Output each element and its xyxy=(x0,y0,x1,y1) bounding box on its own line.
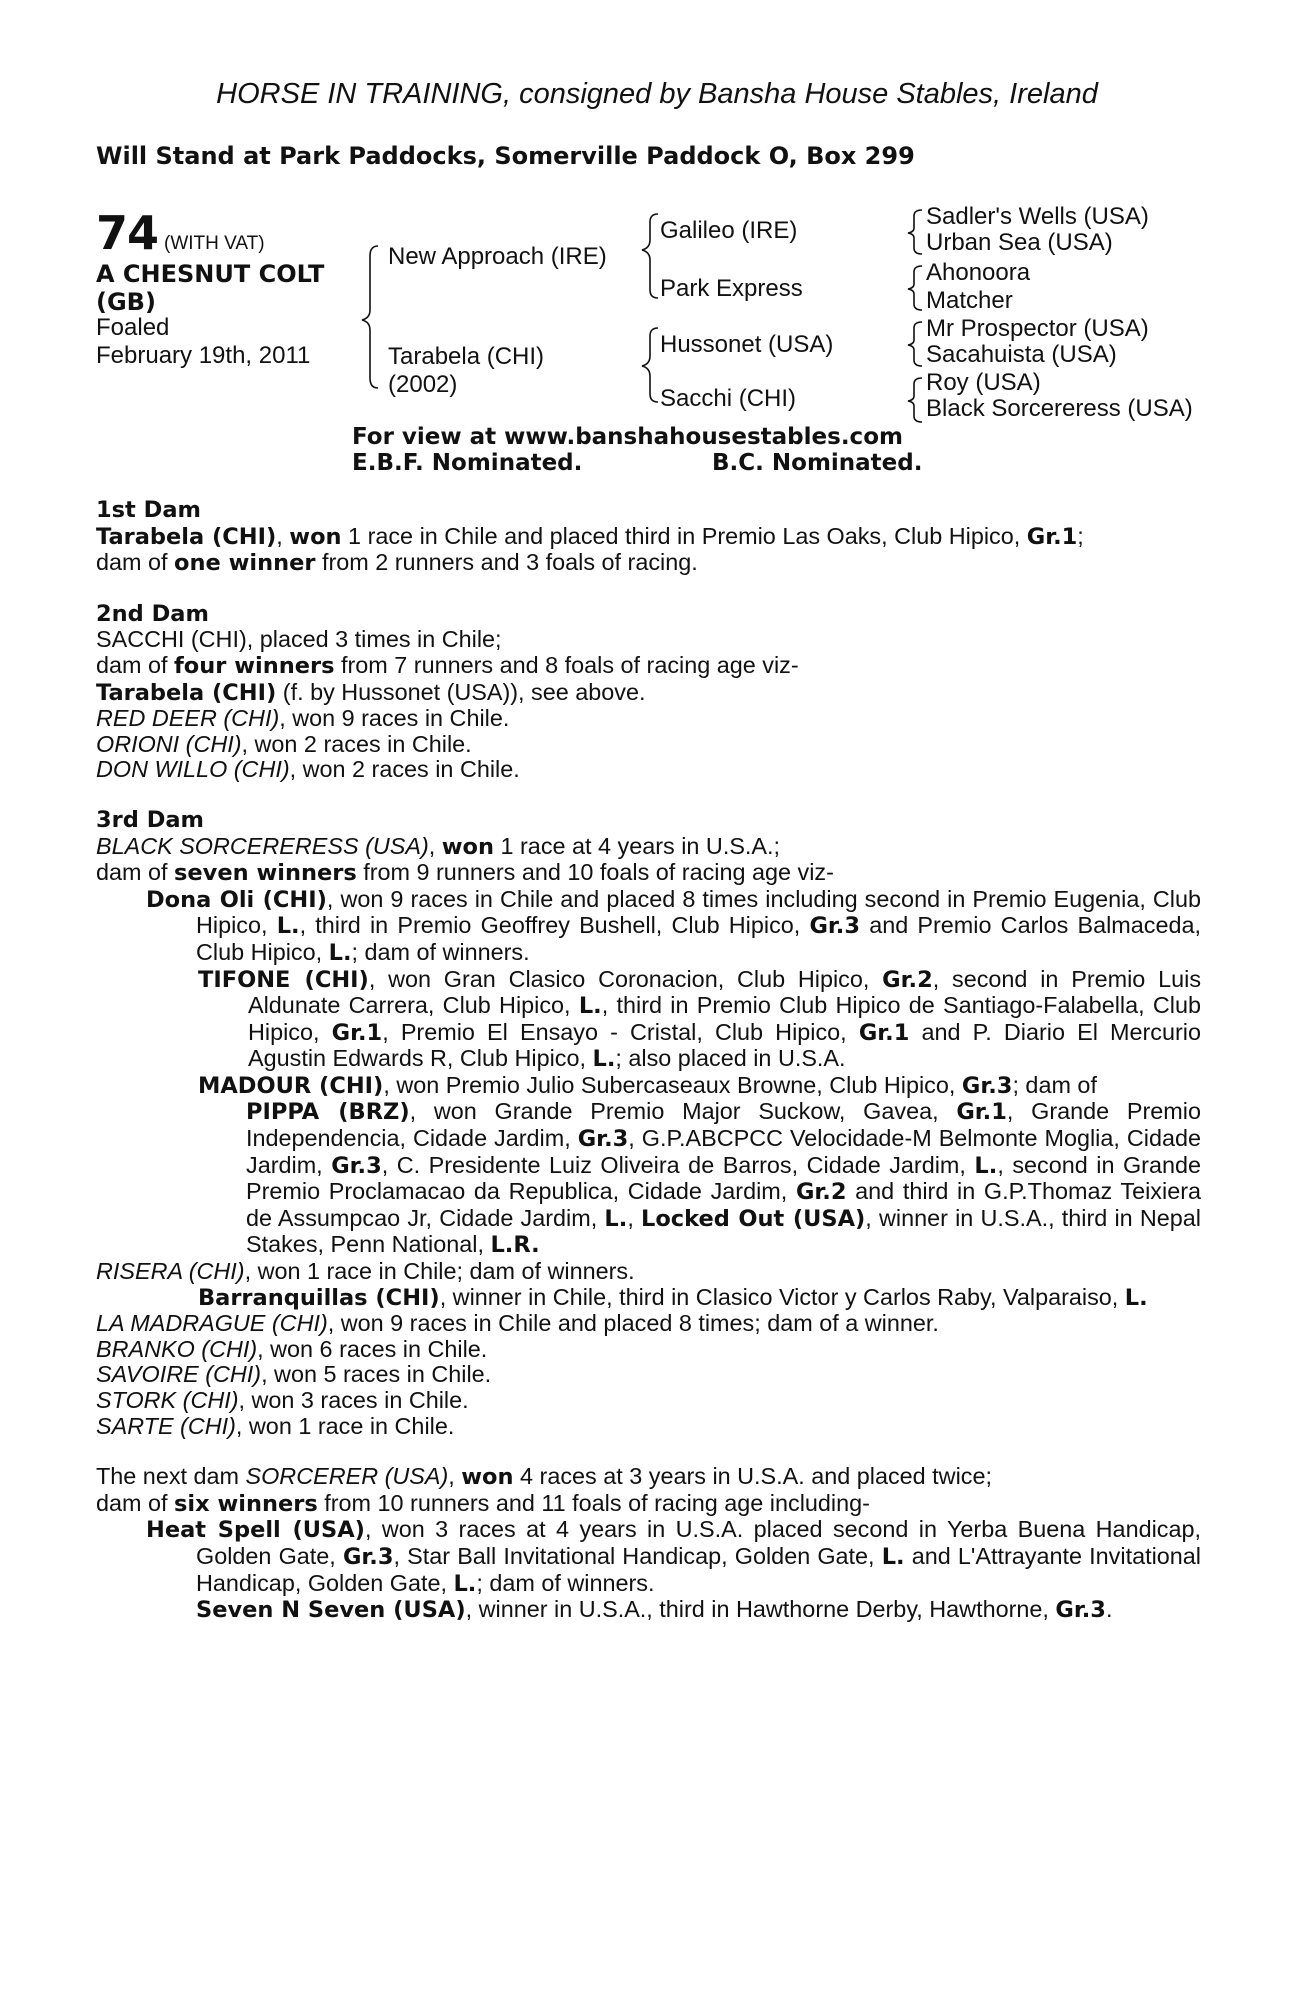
grade: L.R. xyxy=(490,1232,540,1259)
third-dam-line2 xyxy=(96,860,1201,887)
grade: Gr.3 xyxy=(961,1072,1013,1099)
winners-count: six winners xyxy=(174,1490,318,1517)
grade: L. xyxy=(453,1570,477,1597)
lot-description: A CHESNUT COLT (GB) xyxy=(96,260,325,316)
offspring-entry xyxy=(96,1311,1201,1337)
text: , xyxy=(627,1204,642,1231)
second-dam-line2 xyxy=(96,653,1201,680)
grade: Gr.1 xyxy=(331,1019,383,1046)
text: , third in Premio Geoffrey Bushell, Club Hipico, xyxy=(299,912,810,939)
grade: Gr.3 xyxy=(331,1152,382,1179)
winners-count: seven winners xyxy=(174,860,357,887)
offspring-entry xyxy=(96,1337,1201,1363)
text: and P. Diario El Mercurio Agustin Edwards R, Club Hipico, xyxy=(248,1018,1202,1072)
horse-name: BRANKO (CHI) xyxy=(96,1335,258,1362)
text: , winner in U.S.A., third in Hawthorne Derby, Hawthorne, xyxy=(465,1596,1056,1623)
text: ; xyxy=(1077,522,1084,549)
text: , won 1 race in Chile; dam of winners. xyxy=(244,1258,635,1285)
text: , won Gran Clasico Coronacion, Club Hipico, xyxy=(368,965,883,992)
text: , won 2 races in Chile. xyxy=(241,730,472,757)
grade: L. xyxy=(328,939,352,966)
offspring-entry xyxy=(96,1414,1201,1440)
grade: L. xyxy=(578,993,602,1020)
text: from 7 runners and 8 foals of racing age viz- xyxy=(334,651,799,678)
offspring-entry xyxy=(96,680,1201,707)
grade: Gr.1 xyxy=(1026,523,1078,550)
text: 1 race in Chile and placed third in Premio Las Oaks, Club Hipico, xyxy=(341,522,1027,549)
offspring-entry xyxy=(96,1517,1201,1597)
pedigree-dam-dam: Sacchi (CHI) xyxy=(660,385,797,412)
pedigree-dam-year: (2002) xyxy=(388,371,458,398)
offspring-entry xyxy=(96,1362,1201,1388)
text: , third in Premio Club Hipico de Santiago-Falabella, Club Hipico, xyxy=(248,992,1201,1045)
grade: Gr.3 xyxy=(1055,1597,1106,1624)
text: , won 3 races in Chile. xyxy=(238,1387,469,1413)
winners-count: one winner xyxy=(174,550,316,577)
stand-location: Will Stand at Park Paddocks, Somerville Paddock O, Box 299 xyxy=(96,142,915,170)
offspring-entry xyxy=(96,1597,1201,1624)
view-link: For view at www.banshahousestables.com xyxy=(352,424,903,450)
first-dam-heading: 1st Dam xyxy=(96,497,201,523)
horse-name: SARTE (CHI) xyxy=(96,1412,236,1439)
text: ; dam of winners. xyxy=(476,1569,655,1596)
second-dam-line1: SACCHI (CHI), placed 3 times in Chile; xyxy=(96,626,502,653)
text: , winner in U.S.A., third in Nepal Stakes, Penn National, xyxy=(246,1204,1201,1258)
pedigree-sire: New Approach (IRE) xyxy=(388,243,607,270)
winners-count: four winners xyxy=(174,652,335,679)
bc-nominated: B.C. Nominated. xyxy=(712,450,923,476)
pedigree-gg8: Black Sorcereress (USA) xyxy=(926,395,1193,422)
grade: Gr.2 xyxy=(882,966,933,993)
text: dam of xyxy=(96,549,175,576)
text: , won Grande Premio Major Suckow, Gavea, xyxy=(409,1098,957,1125)
text: , Grande Premio Independencia, Cidade Jardim, xyxy=(246,1098,1201,1152)
first-dam-line1: Tarabela (CHI), won 1 race in Chile and placed third in Premio Las Oaks, Club Hipico, Gr.1; xyxy=(96,522,1084,550)
horse-name: DON WILLO (CHI) xyxy=(96,756,290,783)
second-dam-section xyxy=(96,602,1201,783)
text: , Star Ball Invitational Handicap, Golden Gate, xyxy=(393,1542,882,1569)
horse-name: RED DEER (CHI) xyxy=(96,705,280,732)
offspring-entry xyxy=(96,967,1201,1073)
text: 4 races at 3 years in U.S.A. and placed twice; xyxy=(513,1463,992,1490)
horse-name: Locked Out (USA) xyxy=(641,1205,866,1232)
grade: L. xyxy=(1124,1284,1148,1311)
text: from 9 runners and 10 foals of racing age viz- xyxy=(356,859,834,886)
horse-name: SAVOIRE (CHI) xyxy=(96,1361,262,1388)
third-dam-line1: BLACK SORCERERESS (USA), won 1 race at 4 years in U.S.A.; xyxy=(96,832,781,860)
offspring-entry xyxy=(96,887,1201,967)
text: ; dam of winners. xyxy=(351,938,530,965)
horse-name: Barranquillas (CHI) xyxy=(198,1284,440,1311)
pedigree-sire-sire: Galileo (IRE) xyxy=(660,217,798,244)
grade: L. xyxy=(276,913,300,940)
third-dam-heading: 3rd Dam xyxy=(96,806,204,833)
offspring-entry xyxy=(96,1099,1201,1259)
lot-number: 74 xyxy=(96,206,159,260)
horse-name: STORK (CHI) xyxy=(96,1387,239,1413)
won-label: won xyxy=(461,1464,514,1491)
second-dam-heading: 2nd Dam xyxy=(96,600,209,627)
horse-name: ORIONI (CHI) xyxy=(96,730,242,757)
pedigree-gg6: Sacahuista (USA) xyxy=(926,341,1117,368)
text: dam of xyxy=(96,651,175,678)
text: The next dam xyxy=(96,1463,246,1490)
pedigree-gg7: Roy (USA) xyxy=(926,369,1041,396)
foaled-date: February 19th, 2011 xyxy=(96,342,311,369)
horse-name: RISERA (CHI) xyxy=(96,1258,245,1285)
text: and third in G.P.Thomaz Teixiera de Assumpcao Jr, Cidade Jardim, xyxy=(246,1178,1201,1231)
next-dam-section xyxy=(96,1464,1201,1624)
text: and L'Attrayante Invitational Handicap, Golden Gate, xyxy=(196,1542,1201,1596)
horse-name: MADOUR (CHI) xyxy=(198,1072,384,1099)
grade: Gr.3 xyxy=(342,1543,394,1570)
grade: L. xyxy=(974,1152,998,1179)
first-dam-line2 xyxy=(96,550,1201,577)
foaled-label: Foaled xyxy=(96,314,170,341)
offspring-entry xyxy=(96,757,1201,783)
text: , C. Presidente Luiz Oliveira de Barros, Cidade Jardim, xyxy=(381,1151,975,1178)
grade: Gr.3 xyxy=(577,1126,629,1153)
offspring-entry xyxy=(96,1285,1201,1312)
pedigree-dam: Tarabela (CHI) xyxy=(388,343,545,370)
text: . xyxy=(1105,1596,1113,1623)
third-dam-section xyxy=(96,808,1201,1439)
next-dam-line2 xyxy=(96,1491,1201,1518)
grade: Gr.2 xyxy=(795,1179,847,1206)
grade: Gr.1 xyxy=(858,1019,910,1046)
next-dam-line1 xyxy=(96,1464,1201,1491)
text: , won 6 races in Chile. xyxy=(257,1335,488,1362)
offspring-entry xyxy=(96,706,1201,732)
text: ; dam of xyxy=(1012,1071,1097,1098)
text: and Premio Carlos Balmaceda, Club Hipico, xyxy=(196,912,1201,965)
pedigree-gg3: Ahonoora xyxy=(926,259,1031,286)
text: , winner in Chile, third in Clasico Victor y Carlos Raby, Valparaiso, xyxy=(439,1283,1125,1310)
text: , won Premio Julio Subercaseaux Browne, Club Hipico, xyxy=(383,1071,962,1098)
text: ; also placed in U.S.A. xyxy=(615,1045,846,1072)
offspring-entry xyxy=(96,1388,1201,1414)
text: , Premio El Ensayo - Cristal, Club Hipico, xyxy=(382,1018,859,1045)
horse-name: TIFONE (CHI) xyxy=(198,966,369,993)
offspring-entry xyxy=(96,732,1201,758)
horse-name: Tarabela (CHI) xyxy=(96,679,277,706)
horse-name: Seven N Seven (USA) xyxy=(196,1597,466,1624)
text: dam of xyxy=(96,1489,175,1516)
text: , xyxy=(448,1463,462,1490)
text: , won 9 races in Chile and placed 8 times including second in Premio Eugenia, Club Hipico, xyxy=(196,885,1201,939)
catalogue-body xyxy=(96,498,1201,1624)
horse-name: Heat Spell (USA) xyxy=(146,1517,365,1544)
text: , won 2 races in Chile. xyxy=(289,756,520,783)
text: , won 3 races at 4 years in U.S.A. placed second in Yerba Buena Handicap, Golden Gate, xyxy=(196,1516,1201,1569)
text: (f. by Hussonet (USA)), see above. xyxy=(276,678,646,705)
text: , G.P.ABCPCC Velocidade-M Belmonte Moglia, Cidade Jardim, xyxy=(246,1125,1201,1178)
grade: L. xyxy=(592,1046,616,1073)
first-dam-name: Tarabela (CHI) xyxy=(96,523,277,550)
grade: Gr.3 xyxy=(809,913,861,940)
grade: L. xyxy=(604,1205,628,1232)
text: , second in Premio Luis Aldunate Carrera, Club Hipico, xyxy=(248,965,1202,1019)
text: , won 1 race in Chile. xyxy=(235,1412,455,1439)
won-label: won xyxy=(289,523,342,550)
page-title: HORSE IN TRAINING, consigned by Bansha House Stables, Ireland xyxy=(216,78,1098,110)
horse-name: SORCERER (USA) xyxy=(245,1463,449,1490)
pedigree-dam-sire: Hussonet (USA) xyxy=(660,331,834,358)
ebf-nominated: E.B.F. Nominated. xyxy=(352,450,583,476)
text: from 2 runners and 3 foals of racing. xyxy=(315,549,698,576)
first-dam-section xyxy=(96,498,1201,577)
grade: Gr.1 xyxy=(956,1099,1007,1126)
offspring-entry xyxy=(96,1259,1201,1285)
grade: L. xyxy=(881,1543,905,1570)
pedigree-gg2: Urban Sea (USA) xyxy=(926,229,1113,256)
won-label: won xyxy=(441,833,495,860)
horse-name: Dona Oli (CHI) xyxy=(146,886,327,913)
text: , won 9 races in Chile and placed 8 times; dam of a winner. xyxy=(327,1310,939,1337)
pedigree-sire-dam: Park Express xyxy=(660,275,803,302)
text: , won 9 races in Chile. xyxy=(279,705,510,732)
offspring-entry xyxy=(96,1073,1201,1100)
pedigree-gg4: Matcher xyxy=(926,287,1013,314)
text: dam of xyxy=(96,859,175,886)
text: , won 5 races in Chile. xyxy=(261,1361,492,1388)
pedigree-gg5: Mr Prospector (USA) xyxy=(926,315,1149,342)
text: , second in Grande Premio Proclamacao da Republica, Cidade Jardim, xyxy=(246,1151,1201,1205)
pedigree-gg1: Sadler's Wells (USA) xyxy=(926,203,1149,230)
horse-name: PIPPA (BRZ) xyxy=(246,1099,410,1126)
horse-name: BLACK SORCERERESS (USA) xyxy=(96,832,429,859)
text: from 10 runners and 11 foals of racing age including- xyxy=(317,1489,870,1516)
lot-vat: (WITH VAT) xyxy=(164,233,265,254)
horse-name: LA MADRAGUE (CHI) xyxy=(96,1310,328,1337)
text: 1 race at 4 years in U.S.A.; xyxy=(494,832,781,859)
